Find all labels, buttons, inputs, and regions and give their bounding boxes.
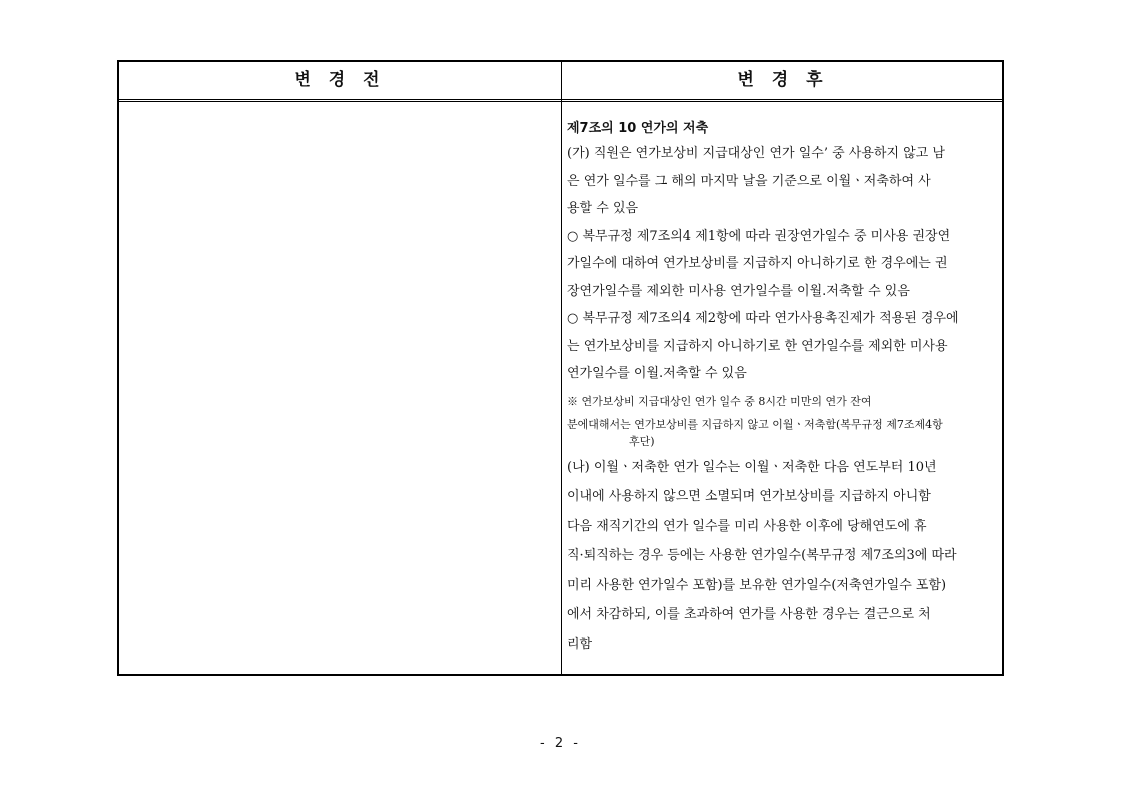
note-line: 분에대해서는 연가보상비를 지급하지 않고 이월ㆍ저축함(복무규정 제7조제4항 [567, 417, 943, 431]
body-line: 다음 재직기간의 연가 일수를 미리 사용한 이후에 당해연도에 휴 [567, 518, 927, 534]
column-divider [561, 62, 562, 674]
body-line: 장연가일수를 제외한 미사용 연가일수를 이월.저축할 수 있음 [567, 283, 910, 299]
body-line: 는 연가보상비를 지급하지 아니하기로 한 연가일수를 제외한 미사용 [567, 338, 948, 354]
before-content-cell [119, 102, 561, 674]
body-line: ○ 복무규정 제7조의4 제2항에 따라 연가사용촉진제가 적용된 경우에 [567, 311, 959, 326]
body-line: 이내에 사용하지 않으면 소멸되며 연가보상비를 지급하지 아니함 [567, 489, 931, 504]
body-line: 리함 [567, 636, 593, 652]
body-line: (나) 이월ㆍ저축한 연가 일수는 이월ㆍ저축한 다음 연도부터 10년 [567, 459, 937, 475]
after-content-cell [567, 118, 1001, 659]
body-line: 은 연가 일수를 그 해의 마지막 날을 기준으로 이월ㆍ저축하여 사 [567, 173, 931, 189]
body-line: 용할 수 있음 [567, 201, 639, 216]
comparison-table [117, 60, 1004, 676]
body-line: 미리 사용한 연가일수 포함)를 보유한 연가일수(저축연가일수 포함) [567, 577, 947, 593]
note-line: ※ 연가보상비 지급대상인 연가 일수 중 8시간 미만의 연가 잔여 [567, 394, 872, 408]
body-line: 에서 차감하되, 이를 초과하여 연가를 사용한 경우는 결근으로 처 [567, 607, 931, 622]
body-line: 연가일수를 이월.저축할 수 있음 [567, 366, 747, 381]
body-line: (가) 직원은 연가보상비 지급대상인 연가 일수’ 중 사용하지 않고 남 [567, 146, 945, 161]
page-number: - 2 - [540, 736, 581, 751]
header-before: 변 경 전 [294, 70, 386, 90]
article-title: 제7조의 10 연가의 저축 [567, 121, 709, 136]
body-line: ○ 복무규정 제7조의4 제1항에 따라 권장연가일수 중 미사용 권장연 [567, 228, 951, 244]
body-line: 가일수에 대하여 연가보상비를 지급하지 아니하기로 한 경우에는 권 [567, 256, 948, 271]
note-line: 후단) [629, 434, 655, 448]
body-line: 직·퇴직하는 경우 등에는 사용한 연가일수(복무규정 제7조의3에 따라 [567, 548, 957, 563]
header-after: 변 경 후 [737, 70, 829, 90]
